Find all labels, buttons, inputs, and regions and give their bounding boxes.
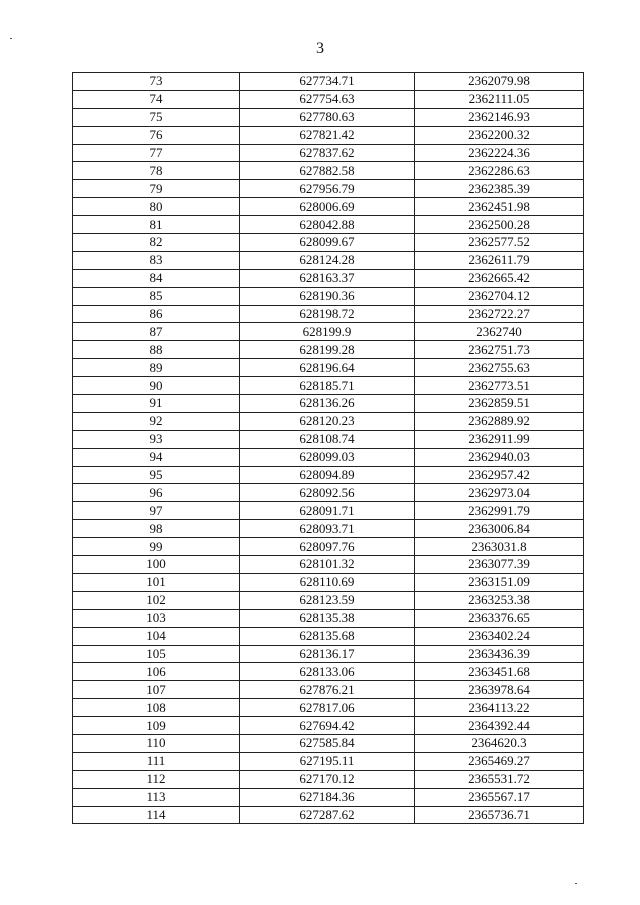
table-row <box>73 466 584 484</box>
point-number-cell: 87 <box>73 323 240 341</box>
y-coordinate-cell: 2364392.44 <box>415 717 584 735</box>
y-coordinate-cell: 2362451.98 <box>415 198 584 216</box>
table-row <box>73 573 584 591</box>
x-coordinate-cell: 628185.71 <box>240 377 415 395</box>
x-coordinate-cell: 628006.69 <box>240 198 415 216</box>
y-coordinate-cell: 2362859.51 <box>415 395 584 413</box>
y-coordinate-cell: 2362911.99 <box>415 430 584 448</box>
point-number-cell: 81 <box>73 216 240 234</box>
x-coordinate-cell: 628099.03 <box>240 448 415 466</box>
x-coordinate-cell: 628198.72 <box>240 305 415 323</box>
table-row <box>73 144 584 162</box>
table-row <box>73 251 584 269</box>
point-number-cell: 96 <box>73 484 240 502</box>
point-number-cell: 92 <box>73 412 240 430</box>
page-number: 3 <box>316 40 324 57</box>
point-number-cell: 103 <box>73 609 240 627</box>
y-coordinate-cell: 2362751.73 <box>415 341 584 359</box>
x-coordinate-cell: 628136.26 <box>240 395 415 413</box>
point-number-cell: 82 <box>73 234 240 252</box>
x-coordinate-cell: 628190.36 <box>240 287 415 305</box>
table-row <box>73 717 584 735</box>
table-row <box>73 395 584 413</box>
y-coordinate-cell: 2362957.42 <box>415 466 584 484</box>
point-number-cell: 108 <box>73 699 240 717</box>
y-coordinate-cell: 2363451.68 <box>415 663 584 681</box>
coordinates-table-body <box>73 73 584 824</box>
point-number-cell: 91 <box>73 395 240 413</box>
table-row <box>73 591 584 609</box>
x-coordinate-cell: 628097.76 <box>240 538 415 556</box>
table-row <box>73 341 584 359</box>
table-row <box>73 162 584 180</box>
y-coordinate-cell: 2362740 <box>415 323 584 341</box>
table-row <box>73 788 584 806</box>
y-coordinate-cell: 2364113.22 <box>415 699 584 717</box>
table-row <box>73 520 584 538</box>
x-coordinate-cell: 628092.56 <box>240 484 415 502</box>
y-coordinate-cell: 2363978.64 <box>415 681 584 699</box>
table-row <box>73 430 584 448</box>
point-number-cell: 75 <box>73 108 240 126</box>
y-coordinate-cell: 2363402.24 <box>415 627 584 645</box>
point-number-cell: 95 <box>73 466 240 484</box>
x-coordinate-cell: 627694.42 <box>240 717 415 735</box>
table-row <box>73 752 584 770</box>
table-row <box>73 734 584 752</box>
x-coordinate-cell: 627195.11 <box>240 752 415 770</box>
x-coordinate-cell: 628136.17 <box>240 645 415 663</box>
table-row <box>73 448 584 466</box>
scan-speck <box>10 38 12 39</box>
x-coordinate-cell: 627754.63 <box>240 90 415 108</box>
x-coordinate-cell: 628163.37 <box>240 269 415 287</box>
y-coordinate-cell: 2362704.12 <box>415 287 584 305</box>
table-row <box>73 502 584 520</box>
x-coordinate-cell: 627287.62 <box>240 806 415 824</box>
point-number-cell: 80 <box>73 198 240 216</box>
point-number-cell: 93 <box>73 430 240 448</box>
x-coordinate-cell: 628123.59 <box>240 591 415 609</box>
table-row <box>73 699 584 717</box>
table-row <box>73 108 584 126</box>
y-coordinate-cell: 2363006.84 <box>415 520 584 538</box>
y-coordinate-cell: 2363077.39 <box>415 556 584 574</box>
point-number-cell: 89 <box>73 359 240 377</box>
point-number-cell: 73 <box>73 73 240 91</box>
y-coordinate-cell: 2363253.38 <box>415 591 584 609</box>
x-coordinate-cell: 628108.74 <box>240 430 415 448</box>
y-coordinate-cell: 2362722.27 <box>415 305 584 323</box>
point-number-cell: 88 <box>73 341 240 359</box>
y-coordinate-cell: 2362111.05 <box>415 90 584 108</box>
x-coordinate-cell: 627734.71 <box>240 73 415 91</box>
x-coordinate-cell: 627817.06 <box>240 699 415 717</box>
x-coordinate-cell: 628124.28 <box>240 251 415 269</box>
y-coordinate-cell: 2365567.17 <box>415 788 584 806</box>
x-coordinate-cell: 628099.67 <box>240 234 415 252</box>
table-row <box>73 269 584 287</box>
y-coordinate-cell: 2362200.32 <box>415 126 584 144</box>
x-coordinate-cell: 628199.9 <box>240 323 415 341</box>
table-row <box>73 663 584 681</box>
x-coordinate-cell: 628135.38 <box>240 609 415 627</box>
y-coordinate-cell: 2362224.36 <box>415 144 584 162</box>
table-row <box>73 198 584 216</box>
x-coordinate-cell: 628042.88 <box>240 216 415 234</box>
y-coordinate-cell: 2364620.3 <box>415 734 584 752</box>
x-coordinate-cell: 627585.84 <box>240 734 415 752</box>
y-coordinate-cell: 2365531.72 <box>415 770 584 788</box>
coordinates-table <box>72 72 584 824</box>
y-coordinate-cell: 2362146.93 <box>415 108 584 126</box>
y-coordinate-cell: 2363376.65 <box>415 609 584 627</box>
table-row <box>73 323 584 341</box>
y-coordinate-cell: 2362577.52 <box>415 234 584 252</box>
table-row <box>73 180 584 198</box>
y-coordinate-cell: 2362385.39 <box>415 180 584 198</box>
y-coordinate-cell: 2362286.63 <box>415 162 584 180</box>
table-row <box>73 645 584 663</box>
point-number-cell: 106 <box>73 663 240 681</box>
point-number-cell: 86 <box>73 305 240 323</box>
table-row <box>73 305 584 323</box>
point-number-cell: 99 <box>73 538 240 556</box>
point-number-cell: 110 <box>73 734 240 752</box>
y-coordinate-cell: 2362940.03 <box>415 448 584 466</box>
x-coordinate-cell: 628110.69 <box>240 573 415 591</box>
y-coordinate-cell: 2362889.92 <box>415 412 584 430</box>
table-row <box>73 609 584 627</box>
table-row <box>73 73 584 91</box>
x-coordinate-cell: 627876.21 <box>240 681 415 699</box>
table-row <box>73 538 584 556</box>
point-number-cell: 78 <box>73 162 240 180</box>
x-coordinate-cell: 628133.06 <box>240 663 415 681</box>
x-coordinate-cell: 627837.62 <box>240 144 415 162</box>
y-coordinate-cell: 2362991.79 <box>415 502 584 520</box>
point-number-cell: 74 <box>73 90 240 108</box>
point-number-cell: 104 <box>73 627 240 645</box>
x-coordinate-cell: 628093.71 <box>240 520 415 538</box>
table-row <box>73 377 584 395</box>
point-number-cell: 79 <box>73 180 240 198</box>
x-coordinate-cell: 627821.42 <box>240 126 415 144</box>
y-coordinate-cell: 2362755.63 <box>415 359 584 377</box>
y-coordinate-cell: 2365469.27 <box>415 752 584 770</box>
y-coordinate-cell: 2363031.8 <box>415 538 584 556</box>
x-coordinate-cell: 628094.89 <box>240 466 415 484</box>
table-row <box>73 234 584 252</box>
x-coordinate-cell: 628199.28 <box>240 341 415 359</box>
point-number-cell: 94 <box>73 448 240 466</box>
y-coordinate-cell: 2362973.04 <box>415 484 584 502</box>
y-coordinate-cell: 2362665.42 <box>415 269 584 287</box>
x-coordinate-cell: 627170.12 <box>240 770 415 788</box>
x-coordinate-cell: 627184.36 <box>240 788 415 806</box>
y-coordinate-cell: 2363436.39 <box>415 645 584 663</box>
x-coordinate-cell: 628196.64 <box>240 359 415 377</box>
point-number-cell: 97 <box>73 502 240 520</box>
point-number-cell: 111 <box>73 752 240 770</box>
table-row <box>73 216 584 234</box>
table-row <box>73 806 584 824</box>
table-row <box>73 287 584 305</box>
table-row <box>73 556 584 574</box>
table-row <box>73 770 584 788</box>
y-coordinate-cell: 2362500.28 <box>415 216 584 234</box>
table-row <box>73 484 584 502</box>
point-number-cell: 114 <box>73 806 240 824</box>
y-coordinate-cell: 2362773.51 <box>415 377 584 395</box>
table-row <box>73 126 584 144</box>
point-number-cell: 83 <box>73 251 240 269</box>
y-coordinate-cell: 2362611.79 <box>415 251 584 269</box>
point-number-cell: 85 <box>73 287 240 305</box>
scan-speck <box>575 883 577 884</box>
point-number-cell: 107 <box>73 681 240 699</box>
point-number-cell: 98 <box>73 520 240 538</box>
x-coordinate-cell: 627780.63 <box>240 108 415 126</box>
point-number-cell: 112 <box>73 770 240 788</box>
point-number-cell: 77 <box>73 144 240 162</box>
y-coordinate-cell: 2363151.09 <box>415 573 584 591</box>
point-number-cell: 101 <box>73 573 240 591</box>
x-coordinate-cell: 628135.68 <box>240 627 415 645</box>
table-row <box>73 412 584 430</box>
point-number-cell: 84 <box>73 269 240 287</box>
table-row <box>73 681 584 699</box>
point-number-cell: 76 <box>73 126 240 144</box>
point-number-cell: 105 <box>73 645 240 663</box>
y-coordinate-cell: 2362079.98 <box>415 73 584 91</box>
x-coordinate-cell: 628101.32 <box>240 556 415 574</box>
y-coordinate-cell: 2365736.71 <box>415 806 584 824</box>
table-row <box>73 627 584 645</box>
table-row <box>73 359 584 377</box>
x-coordinate-cell: 628120.23 <box>240 412 415 430</box>
point-number-cell: 90 <box>73 377 240 395</box>
table-row <box>73 90 584 108</box>
point-number-cell: 109 <box>73 717 240 735</box>
point-number-cell: 113 <box>73 788 240 806</box>
x-coordinate-cell: 627882.58 <box>240 162 415 180</box>
x-coordinate-cell: 628091.71 <box>240 502 415 520</box>
point-number-cell: 100 <box>73 556 240 574</box>
x-coordinate-cell: 627956.79 <box>240 180 415 198</box>
point-number-cell: 102 <box>73 591 240 609</box>
